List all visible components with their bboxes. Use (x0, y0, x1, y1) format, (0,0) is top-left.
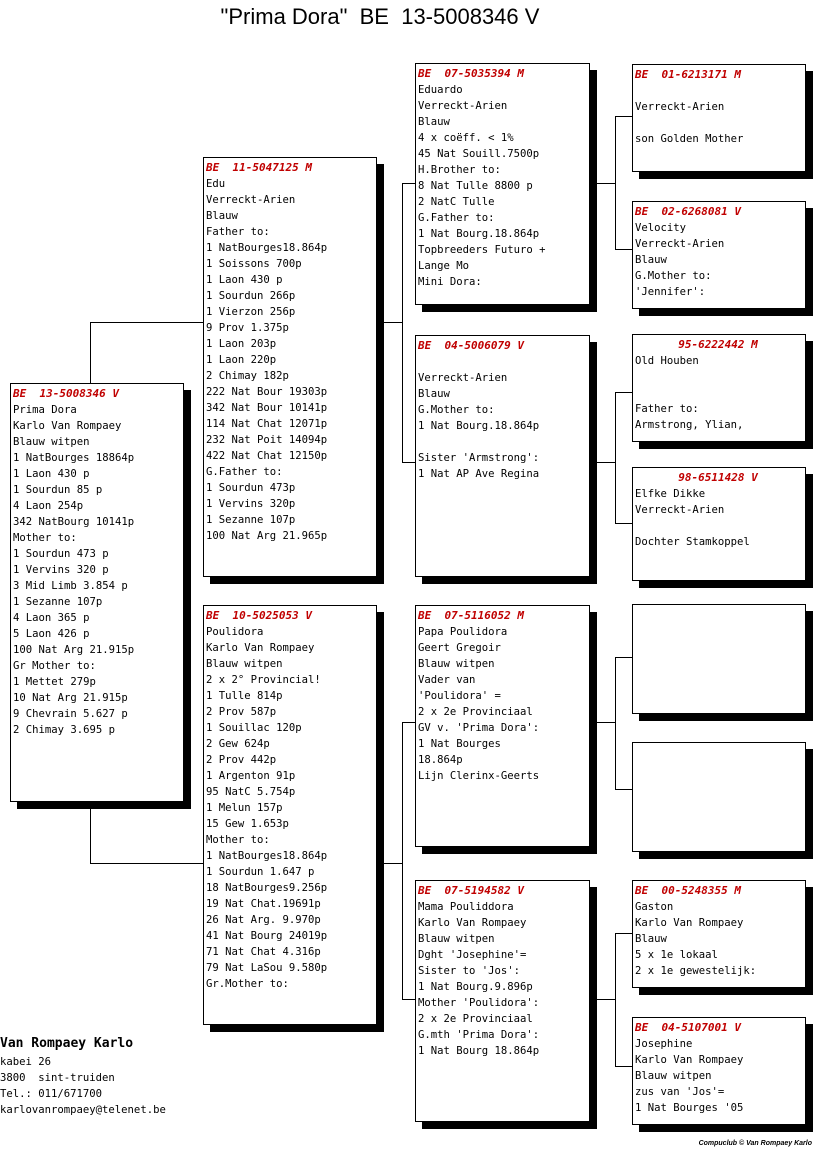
text-line: Tel.: 011/671700 (0, 1088, 103, 1100)
text-line: Old Houben (635, 355, 699, 367)
text-line: Karlo Van Rompaey (635, 1054, 744, 1066)
text-line: Blauw witpen (13, 436, 90, 448)
connector (597, 462, 615, 463)
text-line: 1 Souillac 120p (206, 722, 302, 734)
footer-credit: Compuclub © Van Rompaey Karlo (698, 1140, 812, 1147)
ring-number (635, 745, 805, 761)
connector (402, 722, 403, 1000)
connector (615, 657, 616, 790)
ring-number: BE 00-5248355 M (635, 884, 741, 897)
text-line: 1 Melun 157p (206, 802, 283, 814)
ring-number: BE 04-5107001 V (635, 1021, 741, 1034)
connector (402, 462, 416, 463)
text-line: 342 Nat Bour 10141p (206, 402, 328, 414)
text-line: 232 Nat Poit 14094p (206, 434, 328, 446)
text-line: Armstrong, Ylian, (635, 419, 744, 431)
text-line: Father to: (206, 226, 270, 238)
text-line: 1 Sourdun 473 p (13, 548, 109, 560)
ring-number: BE 07-5116052 M (418, 609, 524, 622)
connector (90, 322, 91, 384)
text-line: 'Jennifer': (635, 286, 706, 298)
text-line: 15 Gew 1.653p (206, 818, 289, 830)
text-line: 1 Vervins 320p (206, 498, 296, 510)
text-line (635, 115, 805, 131)
connector (402, 722, 416, 723)
pedigree-card-ds-sire (632, 604, 806, 714)
text-line: 100 Nat Arg 21.915p (13, 644, 135, 656)
text-line: 1 NatBourges 18864p (13, 452, 135, 464)
card-lines (418, 899, 589, 1059)
text-line: G.mth 'Prima Dora': (418, 1029, 540, 1041)
ring-number: BE 11-5047125 M (206, 161, 312, 174)
connector (615, 392, 616, 524)
pedigree-card-dd-sire (632, 880, 806, 988)
text-line: 2 x 2e Provinciaal (418, 706, 533, 718)
pedigree-card-dam (203, 605, 377, 1025)
connector (597, 183, 615, 184)
text-line: 1 Laon 430 p (206, 274, 283, 286)
text-line: 45 Nat Souill.7500p (418, 148, 540, 160)
text-line: Mama Pouliddora (418, 901, 514, 913)
connector (402, 183, 416, 184)
text-line: zus van 'Jos'= (635, 1086, 725, 1098)
text-line: Gr.Mother to: (206, 978, 289, 990)
card-lines (635, 220, 805, 300)
text-line: Blauw witpen (206, 658, 283, 670)
text-line: Mother 'Poulidora': (418, 997, 540, 1009)
ring-number: 98-6511428 V (678, 471, 758, 484)
text-line: Poulidora (206, 626, 264, 638)
text-line (635, 518, 805, 534)
text-line: 2 x 2° Provincial! (206, 674, 321, 686)
text-line: 'Poulidora' = (418, 690, 501, 702)
text-line: 1 Vervins 320 p (13, 564, 109, 576)
text-line: 1 Tulle 814p (206, 690, 283, 702)
text-line: G.Mother to: (418, 404, 495, 416)
text-line: 1 Nat Bourg.18.864p (418, 420, 540, 432)
connector (615, 933, 616, 1067)
text-line: Lijn Clerinx-Geerts (418, 770, 540, 782)
text-line: 1 Nat Bourges '05 (635, 1102, 744, 1114)
text-line: 2 Chimay 182p (206, 370, 289, 382)
text-line: 3 Mid Limb 3.854 p (13, 580, 128, 592)
text-line: Karlo Van Rompaey (635, 917, 744, 929)
pedigree-card-sd-sire (632, 334, 806, 442)
pedigree-card-subject (10, 383, 184, 802)
text-line: Father to: (635, 403, 699, 415)
text-line: 1 Sezanne 107p (13, 596, 103, 608)
pedigree-card-sire-dam (415, 335, 590, 577)
text-line (418, 354, 589, 370)
text-line: Karlo Van Rompaey (206, 642, 315, 654)
text-line: 1 Argenton 91p (206, 770, 296, 782)
card-lines (635, 486, 805, 550)
ring-number: BE 07-5194582 V (418, 884, 524, 897)
card-lines (206, 624, 376, 992)
text-line: Topbreeders Futuro + (418, 244, 546, 256)
text-line: 1 Nat Bourges (418, 738, 501, 750)
text-line: Sister to 'Jos': (418, 965, 521, 977)
text-line: Velocity (635, 222, 687, 234)
card-lines (418, 624, 589, 784)
text-line: 2 NatC Tulle (418, 196, 495, 208)
ring-number: BE 10-5025053 V (206, 609, 312, 622)
pedigree-card-ss-dam (632, 201, 806, 309)
text-line: Josephine (635, 1038, 693, 1050)
text-line: Blauw witpen (418, 933, 495, 945)
text-line: 2 x 1e gewestelijk: (635, 965, 757, 977)
text-line: 79 Nat LaSou 9.580p (206, 962, 328, 974)
text-line: 1 Soissons 700p (206, 258, 302, 270)
text-line: 1 Sourdun 1.647 p (206, 866, 315, 878)
text-line: 100 Nat Arg 21.965p (206, 530, 328, 542)
text-line: 1 Nat Bourg 18.864p (418, 1045, 540, 1057)
text-line: 222 Nat Bour 19303p (206, 386, 328, 398)
text-line: 1 Nat Bourg.18.864p (418, 228, 540, 240)
text-line: Gr Mother to: (13, 660, 96, 672)
text-line: Eduardo (418, 84, 463, 96)
connector (615, 789, 632, 790)
text-line: kabei 26 (0, 1056, 52, 1068)
text-line: 2 Prov 442p (206, 754, 277, 766)
text-line: 1 Nat Bourg.9.896p (418, 981, 533, 993)
text-line: Verreckt-Arien (635, 238, 725, 250)
text-line: 5 x 1e lokaal (635, 949, 718, 961)
pedigree-card-dd-dam (632, 1017, 806, 1125)
text-line: 2 Prov 587p (206, 706, 277, 718)
text-line: Verreckt-Arien (635, 101, 725, 113)
text-line: Geert Gregoir (418, 642, 501, 654)
text-line: Mini Dora: (418, 276, 482, 288)
text-line: G.Mother to: (635, 270, 712, 282)
connector (90, 322, 204, 323)
text-line: 1 Sezanne 107p (206, 514, 296, 526)
text-line: Verreckt-Arien (418, 372, 508, 384)
text-line: Sister 'Armstrong': (418, 452, 540, 464)
text-line: Verreckt-Arien (418, 100, 508, 112)
connector (615, 657, 632, 658)
card-lines (418, 82, 589, 290)
ring-number: BE 07-5035394 M (418, 67, 524, 80)
owner-block (0, 1034, 166, 1118)
connector (615, 116, 616, 250)
text-line: son Golden Mother (635, 133, 744, 145)
pedigree-card-ds-dam (632, 742, 806, 852)
connector (615, 249, 632, 250)
card-lines (635, 1036, 805, 1116)
text-line: 4 x coëff. < 1% (418, 132, 514, 144)
connector (597, 722, 615, 723)
ring-number: 95-6222442 M (678, 338, 758, 351)
text-line: 9 Chevrain 5.627 p (13, 708, 128, 720)
text-line: Blauw (635, 933, 667, 945)
text-line: Elfke Dikke (635, 488, 706, 500)
connector (615, 1066, 632, 1067)
text-line: 71 Nat Chat 4.316p (206, 946, 321, 958)
text-line: 9 Prov 1.375p (206, 322, 289, 334)
text-line: Karlo Van Rompaey (13, 420, 122, 432)
ring-number: BE 04-5006079 V (418, 339, 524, 352)
text-line: Edu (206, 178, 226, 190)
text-line: 95 NatC 5.754p (206, 786, 296, 798)
text-line (635, 385, 805, 401)
text-line: 114 Nat Chat 12071p (206, 418, 328, 430)
text-line: 41 Nat Bourg 24019p (206, 930, 328, 942)
text-line: 1 Sourdun 473p (206, 482, 296, 494)
text-line: 3800 sint-truiden (0, 1072, 115, 1084)
connector (597, 999, 615, 1000)
connector (384, 322, 402, 323)
text-line: Vader van (418, 674, 476, 686)
text-line (418, 434, 589, 450)
card-lines (418, 354, 589, 482)
text-line: 26 Nat Arg. 9.970p (206, 914, 321, 926)
text-line: Gaston (635, 901, 674, 913)
text-line: Blauw (206, 210, 238, 222)
text-line: G.Father to: (418, 212, 495, 224)
ring-number: BE 01-6213171 M (635, 68, 741, 81)
owner-name: Van Rompaey Karlo (0, 1036, 134, 1051)
text-line: 2 Chimay 3.695 p (13, 724, 116, 736)
owner-address (0, 1054, 166, 1118)
text-line: Verreckt-Arien (206, 194, 296, 206)
text-line: 10 Nat Arg 21.915p (13, 692, 128, 704)
card-lines (635, 83, 805, 147)
text-line: Mother to: (206, 834, 270, 846)
text-line: Blauw (635, 254, 667, 266)
text-line: 1 Vierzon 256p (206, 306, 296, 318)
card-lines (635, 353, 805, 433)
pedigree-card-sire (203, 157, 377, 577)
card-lines (206, 176, 376, 544)
text-line: 1 Laon 203p (206, 338, 277, 350)
text-line: Blauw (418, 116, 450, 128)
text-line: Lange Mo (418, 260, 470, 272)
connector (615, 392, 632, 393)
text-line: Blauw witpen (635, 1070, 712, 1082)
connector (615, 523, 632, 524)
text-line (635, 83, 805, 99)
ring-number: BE 02-6268081 V (635, 205, 741, 218)
connector (402, 183, 403, 463)
card-lines (13, 402, 183, 738)
text-line: 4 Laon 365 p (13, 612, 90, 624)
text-line: 2 x 2e Provinciaal (418, 1013, 533, 1025)
text-line: Prima Dora (13, 404, 77, 416)
pedigree-card-sd-dam (632, 467, 806, 581)
text-line: 1 Mettet 279p (13, 676, 96, 688)
text-line: 18 NatBourges9.256p (206, 882, 328, 894)
text-line: Dght 'Josephine'= (418, 949, 527, 961)
pedigree-card-dam-dam (415, 880, 590, 1122)
text-line: Mother to: (13, 532, 77, 544)
connector (615, 933, 632, 934)
text-line: 1 Sourdun 266p (206, 290, 296, 302)
text-line: 1 Laon 220p (206, 354, 277, 366)
text-line: 1 Laon 430 p (13, 468, 90, 480)
text-line: Blauw (418, 388, 450, 400)
text-line: 8 Nat Tulle 8800 p (418, 180, 533, 192)
text-line: 4 Laon 254p (13, 500, 84, 512)
connector (402, 999, 416, 1000)
text-line: 19 Nat Chat.19691p (206, 898, 321, 910)
text-line: Karlo Van Rompaey (418, 917, 527, 929)
connector (615, 116, 632, 117)
text-line: Dochter Stamkoppel (635, 536, 750, 548)
connector (90, 802, 91, 864)
text-line: 18.864p (418, 754, 463, 766)
text-line: 1 NatBourges18.864p (206, 850, 328, 862)
text-line (635, 369, 805, 385)
text-line: Papa Poulidora (418, 626, 508, 638)
text-line: 2 Gew 624p (206, 738, 270, 750)
text-line: 342 NatBourg 10141p (13, 516, 135, 528)
text-line: karlovanrompaey@telenet.be (0, 1104, 166, 1116)
pedigree-card-ss-sire (632, 64, 806, 172)
page-title: "Prima Dora" BE 13-5008346 V (220, 4, 540, 29)
ring-number: BE 13-5008346 V (13, 387, 119, 400)
text-line: 1 Nat AP Ave Regina (418, 468, 540, 480)
connector (90, 863, 204, 864)
text-line: 422 Nat Chat 12150p (206, 450, 328, 462)
connector (384, 863, 402, 864)
text-line: Verreckt-Arien (635, 504, 725, 516)
text-line: 1 NatBourges18.864p (206, 242, 328, 254)
text-line: 5 Laon 426 p (13, 628, 90, 640)
card-lines (635, 899, 805, 979)
text-line: 1 Sourdun 85 p (13, 484, 103, 496)
ring-number (635, 607, 805, 623)
text-line: H.Brother to: (418, 164, 501, 176)
pedigree-card-dam-sire (415, 605, 590, 847)
text-line: Blauw witpen (418, 658, 495, 670)
pedigree-card-sire-sire (415, 63, 590, 305)
text-line: G.Father to: (206, 466, 283, 478)
text-line: GV v. 'Prima Dora': (418, 722, 540, 734)
